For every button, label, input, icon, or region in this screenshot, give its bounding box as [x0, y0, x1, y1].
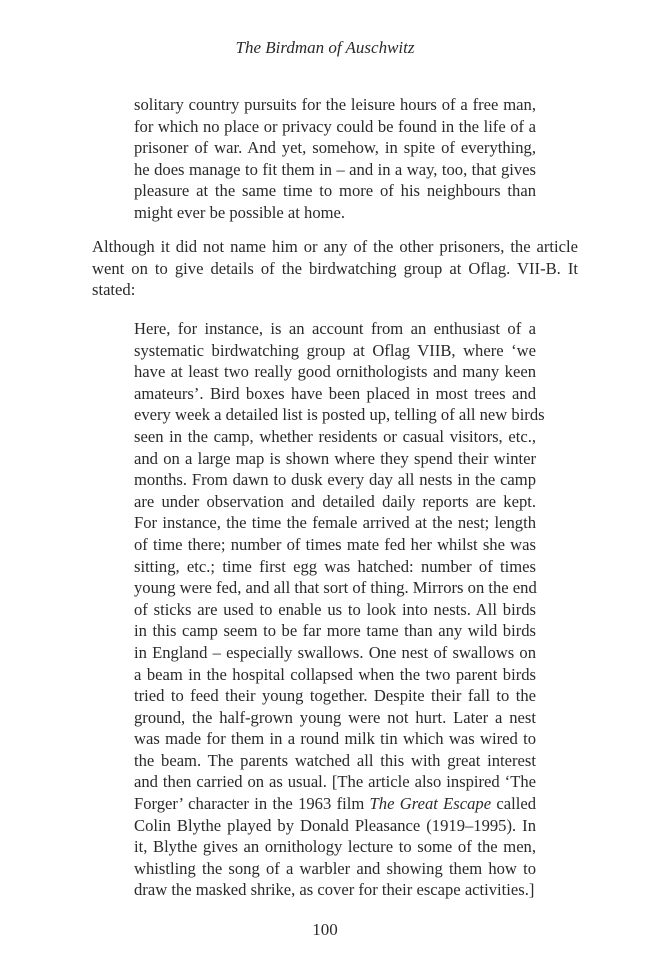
- quote-line: whistling the song of a warbler and showing them how to: [134, 858, 536, 878]
- quote-line: have at least two really good ornithologists and many keen: [134, 362, 536, 382]
- quote-line: he does manage to fit them in – and in a way, too, that gives: [134, 159, 536, 179]
- quote-line: tried to feed their young together. Despite their fall to the: [134, 686, 536, 706]
- quote-line: every week a detailed list is posted up, telling of all new birds: [134, 405, 545, 425]
- quote-line: systematic birdwatching group at Oflag VIIB, where ‘we: [134, 340, 536, 360]
- running-head: The Birdman of Auschwitz: [235, 38, 415, 57]
- quote-line: draw the masked shrike, as cover for their escape activities.]: [134, 880, 535, 900]
- quote-line: was made for them in a round milk tin which was wired to: [134, 729, 536, 749]
- quote-line: in this camp seem to be far more tame than any wild birds: [134, 621, 536, 641]
- quote-line: months. From dawn to dusk every day all nests in the camp: [134, 470, 536, 490]
- quote-line: pleasure at the same time to more of his neighbours than: [134, 181, 536, 201]
- quote-line: and then carried on as usual. [The article also inspired ‘The: [134, 772, 536, 792]
- film-title: The Great Escape: [369, 794, 492, 814]
- block-quote-main: [134, 318, 545, 901]
- page-number: 100: [312, 920, 338, 939]
- paragraph-line: went on to give details of the birdwatching group at Oflag. VII-B. It: [92, 258, 578, 278]
- quote-line: are under observation and detailed daily reports are kept.: [134, 491, 536, 511]
- quote-text: called: [491, 794, 537, 814]
- quote-line: sitting, etc.; time first egg was hatched: number of times: [134, 556, 536, 576]
- paragraph-line: stated:: [92, 280, 136, 300]
- quote-line: a beam in the hospital collapsed when the two parent birds: [134, 664, 536, 684]
- quote-line: the beam. The parents watched all this with great interest: [134, 750, 536, 770]
- quote-line: might ever be possible at home.: [134, 202, 346, 222]
- quote-line: seen in the camp, whether residents or casual visitors, etc.,: [134, 426, 536, 446]
- quote-line: young were fed, and all that sort of thing. Mirrors on the end: [134, 578, 537, 598]
- quote-line: prisoner of war. And yet, somehow, in spite of everything,: [134, 138, 536, 158]
- quote-line: solitary country pursuits for the leisure hours of a free man,: [134, 95, 536, 114]
- quote-line: ground, the half-grown young were not hurt. Later a nest: [134, 707, 536, 727]
- body-paragraph: [92, 236, 578, 301]
- quote-line: in England – especially swallows. One nest of swallows on: [134, 642, 536, 662]
- quote-line: for which no place or privacy could be found in the life of a: [134, 116, 536, 136]
- quote-line: For instance, the time the female arrived at the nest; length: [134, 513, 536, 533]
- quote-line: of sticks are used to enable us to look into nests. All birds: [134, 599, 536, 619]
- quote-line: of time there; number of times mate fed her whilst she was: [134, 534, 536, 554]
- quote-line: Colin Blythe played by Donald Pleasance (1919–1995). In: [134, 815, 536, 835]
- quote-line-film-title: [134, 793, 536, 815]
- paragraph-line: Although it did not name him or any of the other prisoners, the article: [92, 237, 578, 256]
- quote-line: Here, for instance, is an account from an enthusiast of a: [134, 319, 536, 338]
- quote-line: amateurs’. Bird boxes have been placed in most trees and: [134, 383, 536, 403]
- quote-text: Forger’ character in the 1963 film: [134, 794, 370, 814]
- block-quote-top: [134, 94, 536, 224]
- quote-line: it, Blythe gives an ornithology lecture to some of the men,: [134, 837, 536, 857]
- quote-line: and on a large map is shown where they spend their winter: [134, 448, 536, 468]
